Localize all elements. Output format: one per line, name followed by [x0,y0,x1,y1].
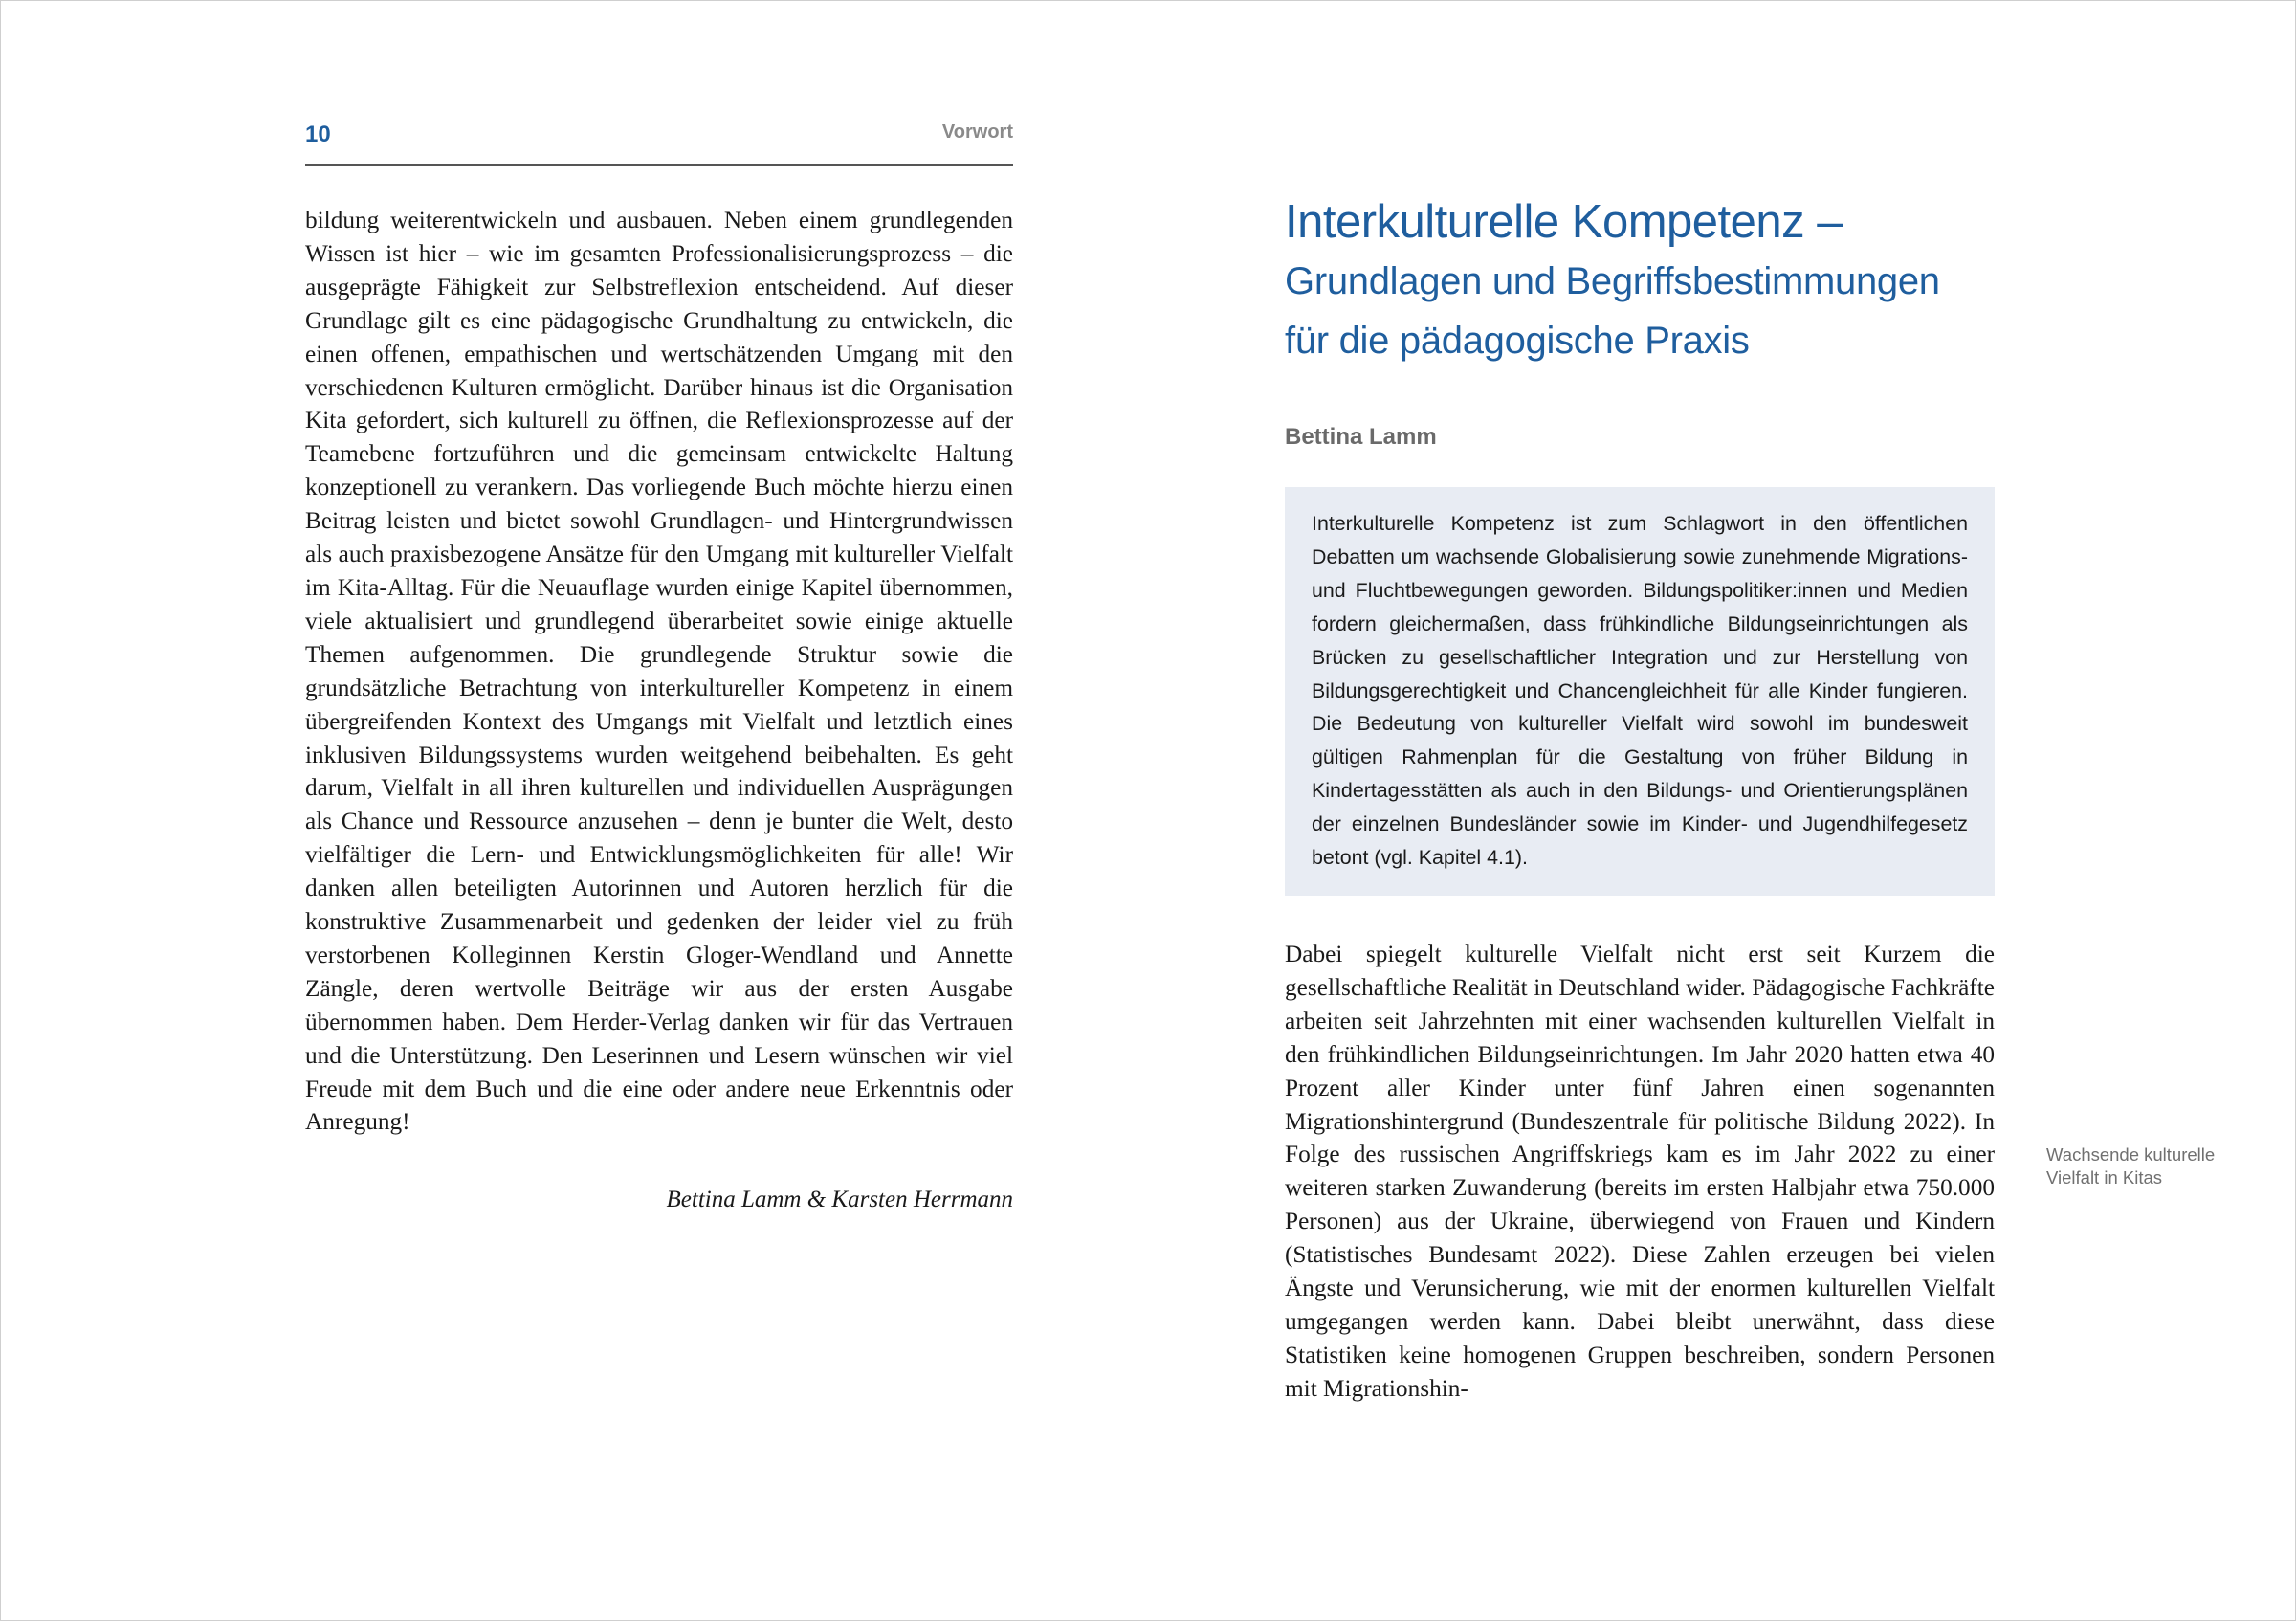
running-head [305,116,1013,166]
chapter-title-line-1: Interkulturelle Kompetenz – [1285,196,1843,248]
margin-note: Wachsende kulturelle Vielfalt in Kitas [2046,1144,2216,1188]
chapter-paragraph: Dabei spiegelt kulturelle Vielfalt nicht erst seit Kurzem die gesellschaftliche Realität in Deutschland wider. Pädagogische Fachkräfte arbeiten seit Jahrzehnten mit einer wachsenden kulturellen Vielfalt in den frühkindlichen Bildungseinrichtungen. Im Jahr 2020 hatten etwa 40 Prozent aller Kinder unter fünf Jahren einen sogenannten Migrationshintergrund (Bundeszentrale für politische Bildung 2022). In Folge des russischen Angriffskriegs kam es im Jahr 2022 zu einer weiteren starken Zuwanderung (bereits im ersten Halbjahr etwa 750.000 Personen) aus der Ukraine, überwiegend von Frauen und Kindern (Statistisches Bundesamt 2022). Diese Zahlen erzeugen bei vielen Ängste und Verunsicherung, wie mit der enormen kulturellen Vielfalt umgegangen werden kann. Dabei bleibt unerwähnt, dass diese Statistiken keine homogenen Gruppen beschreiben, sondern Personen mit Migrationshin- [1285,940,1995,1402]
left-page [305,116,1013,1213]
preface-paragraph: bildung weiterentwickeln und ausbauen. Neben einem grundlegenden Wissen ist hier – wie im gesamten Professionalisierungsprozess – die ausgeprägte Fähigkeit zur Selbstreflexion entscheidend. Auf dieser Grundlage gilt es eine pädagogische Grundhaltung zu entwickeln, die einen offenen, empathischen und wertschätzenden Umgang mit den verschiedenen Kulturen ermöglicht. Darüber hinaus ist die Organisation Kita gefordert, sich kulturell zu öffnen, die Reflexionsprozesse auf der Teamebene fortzuführen und die gemeinsam entwickelte Haltung konzeptionell zu verankern. Das vorliegende Buch möchte hierzu einen Beitrag leisten und bietet sowohl Grundlagen- und Hintergrundwissen als auch praxisbezogene Ansätze für den Umgang mit kultureller Vielfalt im Kita-Alltag. Für die Neuauflage wurden einige Kapitel übernommen, viele aktualisiert und grundlegend überarbeitet sowie einige aktuelle Themen aufgenommen. Die grundlegende Struktur sowie die grundsätzliche Betrachtung von interkultureller Kompetenz in einem übergreifenden Kontext des Umgangs mit Vielfalt und letztlich eines inklusiven Bildungssystems wurden weitgehend beibehalten. Es geht darum, Vielfalt in all ihren kulturellen und individuellen Ausprägungen als Chance und Ressource anzusehen – denn je bunter die Welt, desto vielfältiger die Lern- und Entwicklungsmöglichkeiten für alle! Wir danken allen beteiligten Autorinnen und Autoren herzlich für die konstruktive Zusammenarbeit und gedenken der leider viel zu früh verstorbenen Kolleginnen Kerstin Gloger-Wendland und Annette Zängle, deren wertvolle Beiträge wir aus der ersten Ausgabe übernommen haben. Dem Herder-Verlag danken wir für das Vertrauen und die Unterstützung. Den Leserinnen und Lesern wünschen wir viel Freude mit dem Buch und die eine oder andere neue Erkenntnis oder Anregung! [305,207,1013,1136]
chapter-title-line-3: für die pädagogische Praxis [1285,320,1750,362]
chapter-author: Bettina Lamm [1285,424,1437,450]
chapter-body [1285,938,1995,1406]
abstract-text: Interkulturelle Kompetenz ist zum Schlagwort in den öffentlichen Debatten um wachsende Globalisierung sowie zunehmende Migrations- und Fluchtbewegungen geworden. Bildungspolitiker:innen und Medien fordern gleichermaßen, dass frühkindliche Bildungseinrichtungen als Brücken zu gesellschaftlicher Integration und zur Herstellung von Bildungsgerechtigkeit und Chancengleichheit für alle Kinder fungieren. Die Bedeutung von kultureller Vielfalt wird sowohl im bundesweit gültigen Rahmenplan für die Gestaltung von früher Bildung in Kindertagesstätten als auch in den Bildungs- und Orientierungsplänen der einzelnen Bundesländer sowie im Kinder- und Jugendhilfegesetz betont (vgl. Kapitel 4.1). [1312,512,1968,870]
page-number: 10 [305,122,331,147]
running-title: Vorwort [941,122,1013,143]
chapter-title-line-2: Grundlagen und Begriffsbestimmungen [1285,260,1940,302]
preface-body [305,204,1013,1139]
chapter-title [1285,192,1995,370]
abstract-box [1285,487,1995,896]
right-page [1285,192,1995,1406]
preface-signature: Bettina Lamm & Karsten Herrmann [666,1187,1013,1213]
